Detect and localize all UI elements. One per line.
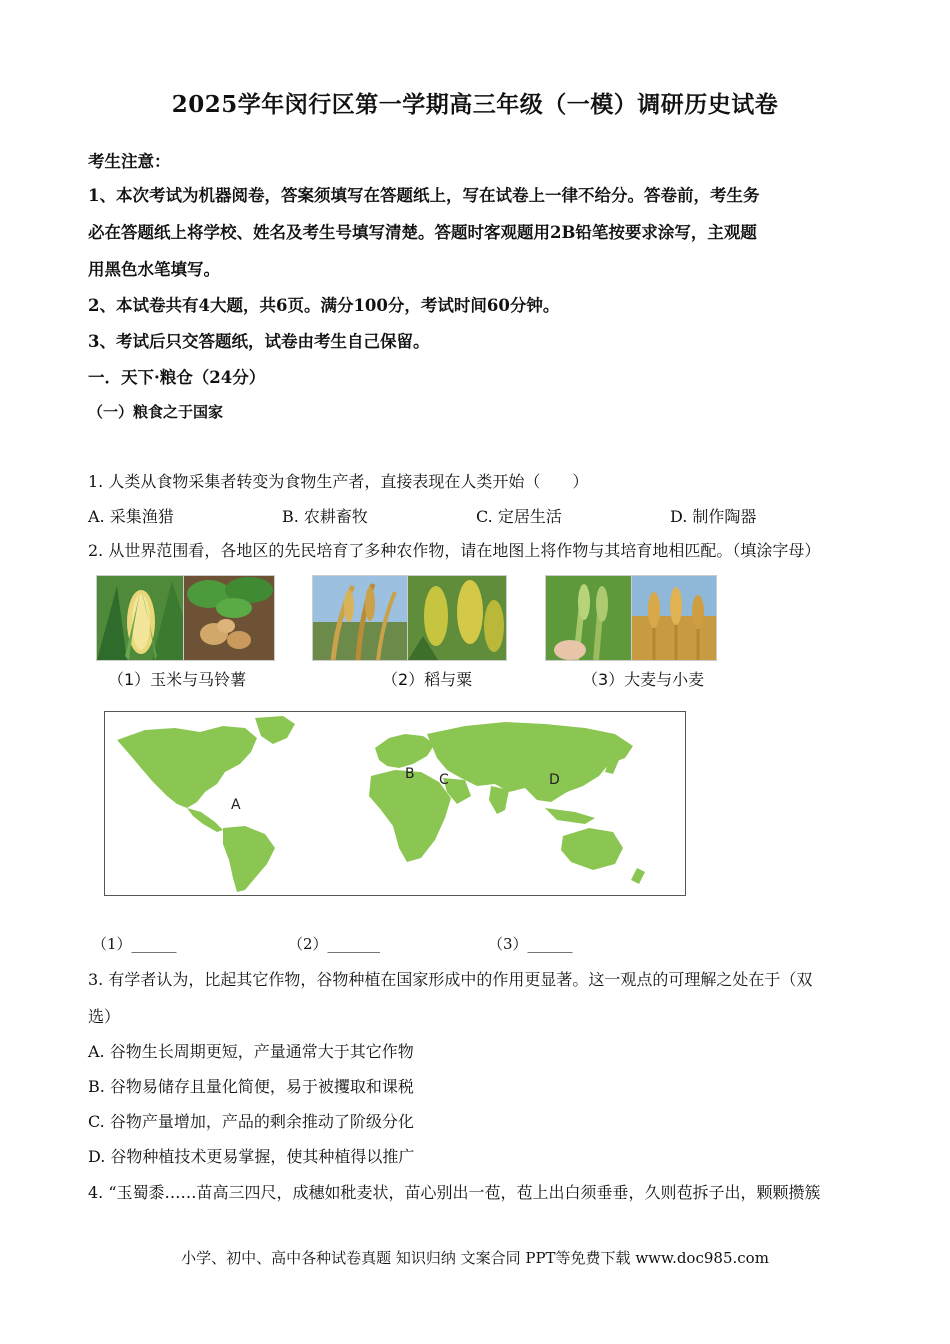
- millet-photo: [407, 575, 507, 661]
- corn-photo: [96, 575, 184, 661]
- q3-option-d: D. 谷物种植技术更易掌握，使其种植得以推广: [88, 1147, 415, 1166]
- q1-option-b: B. 农耕畜牧: [282, 507, 368, 526]
- notice-line-2: 2、本试卷共有4大题，共6页。满分100分，考试时间60分钟。: [88, 296, 560, 315]
- caption-corn-potato: （1）玉米与马铃薯: [108, 670, 247, 689]
- map-label-d: D: [549, 772, 560, 788]
- q4-stem: 4. “玉蜀黍……苗高三四尺，成穗如秕麦状，苗心别出一苞，苞上出白须垂垂，久则苞拆子出，颗颗攒簇: [88, 1183, 821, 1202]
- q1-option-d: D. 制作陶器: [670, 507, 757, 526]
- wheat-photo: [631, 575, 717, 661]
- world-map: [104, 711, 686, 896]
- q3-option-c: C. 谷物产量增加，产品的剩余推动了阶级分化: [88, 1112, 414, 1131]
- q2-blank-1[interactable]: （1）______: [92, 935, 177, 953]
- notice-line-1a: 1、本次考试为机器阅卷，答案须填写在答题纸上，写在试卷上一律不给分。答卷前，考生务: [88, 186, 760, 205]
- q3-option-a: A. 谷物生长周期更短，产量通常大于其它作物: [88, 1042, 414, 1061]
- notice-line-1b: 必在答题纸上将学校、姓名及考生号填写清楚。答题时客观题用2B铅笔按要求涂写，主观题: [88, 223, 757, 242]
- map-label-c: C: [439, 772, 449, 788]
- notice-line-3: 3、考试后只交答题纸，试卷由考生自己保留。: [88, 332, 430, 351]
- q3-option-b: B. 谷物易储存且量化简便，易于被攫取和课税: [88, 1077, 414, 1096]
- rice-photo: [312, 575, 408, 661]
- potato-photo: [183, 575, 275, 661]
- subsection-heading: （一）粮食之于国家: [88, 403, 224, 421]
- notice-heading: 考生注意：: [88, 152, 171, 171]
- q1-option-a: A. 采集渔猎: [88, 507, 174, 526]
- q3-stem-b: 选）: [88, 1007, 121, 1026]
- page-footer: 小学、初中、高中各种试卷真题 知识归纳 文案合同 PPT等免费下载 www.doc985.com: [181, 1249, 769, 1267]
- caption-rice-millet: （2）稻与粟: [382, 670, 473, 689]
- map-label-a: A: [231, 797, 241, 813]
- q2-stem: 2. 从世界范围看，各地区的先民培育了多种农作物，请在地图上将作物与其培育地相匹配。（填涂字母）: [88, 541, 821, 560]
- q1-option-c: C. 定居生活: [476, 507, 562, 526]
- map-label-b: B: [405, 766, 415, 782]
- notice-line-1c: 用黑色水笔填写。: [88, 260, 220, 279]
- continents: [117, 716, 645, 892]
- q2-blank-2[interactable]: （2）_______: [288, 935, 381, 953]
- barley-photo: [545, 575, 632, 661]
- q1-stem: 1. 人类从食物采集者转变为食物生产者，直接表现在人类开始（ ）: [88, 472, 589, 491]
- caption-barley-wheat: （3）大麦与小麦: [582, 670, 705, 689]
- exam-title: 2025学年闵行区第一学期高三年级（一模）调研历史试卷: [171, 91, 779, 118]
- q2-blank-3[interactable]: （3）______: [488, 935, 573, 953]
- q3-stem-a: 3. 有学者认为，比起其它作物，谷物种植在国家形成中的作用更显著。这一观点的可理解之处在于（双: [88, 970, 813, 989]
- section-heading: 一．天下·粮仓（24分）: [88, 368, 266, 387]
